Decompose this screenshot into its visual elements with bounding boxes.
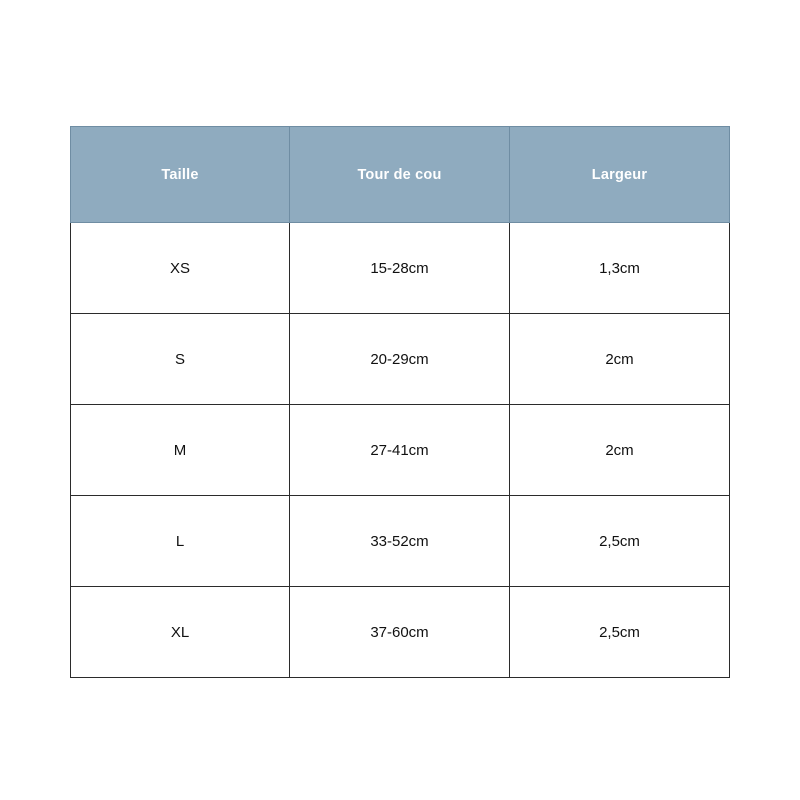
cell-neck: 15-28cm (290, 223, 510, 314)
table-row (71, 496, 730, 587)
table-header (71, 127, 730, 223)
column-header-tour-de-cou: Tour de cou (290, 127, 510, 223)
cell-width: 2cm (510, 314, 730, 405)
size-chart-container (70, 126, 729, 678)
table-header-row (71, 127, 730, 223)
column-header-taille: Taille (71, 127, 290, 223)
cell-size: XL (71, 587, 290, 678)
cell-width: 2,5cm (510, 587, 730, 678)
table-row (71, 587, 730, 678)
table-body (71, 223, 730, 678)
cell-width: 2,5cm (510, 496, 730, 587)
cell-neck: 20-29cm (290, 314, 510, 405)
cell-size: M (71, 405, 290, 496)
table-row (71, 405, 730, 496)
cell-size: S (71, 314, 290, 405)
cell-size: L (71, 496, 290, 587)
cell-width: 1,3cm (510, 223, 730, 314)
cell-width: 2cm (510, 405, 730, 496)
cell-size: XS (71, 223, 290, 314)
table-row (71, 223, 730, 314)
table-row (71, 314, 730, 405)
size-chart-table (70, 126, 730, 678)
cell-neck: 33-52cm (290, 496, 510, 587)
cell-neck: 27-41cm (290, 405, 510, 496)
cell-neck: 37-60cm (290, 587, 510, 678)
column-header-largeur: Largeur (510, 127, 730, 223)
